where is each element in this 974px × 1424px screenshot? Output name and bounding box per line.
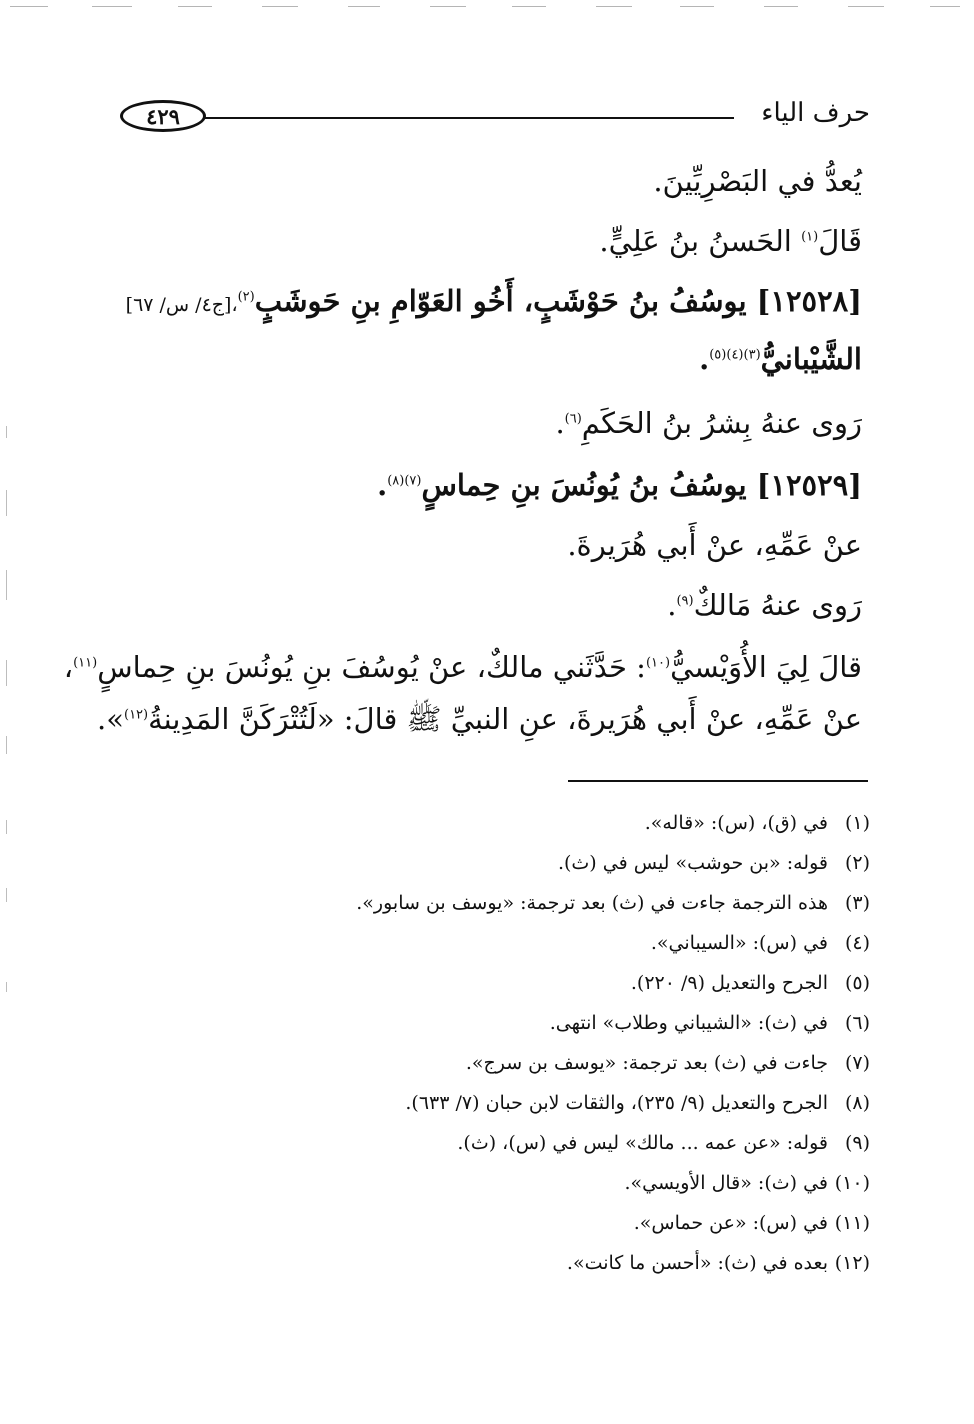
footnote-text: بعده في (ث): «أحسن ما كانت». xyxy=(566,1252,828,1274)
text-line xyxy=(102,406,862,440)
footnote-text: في (ث): «الشيباني وطلاب» انتهى. xyxy=(549,1012,828,1034)
footnote-text: في (ث): «قال الأويسي». xyxy=(624,1172,828,1194)
text-span: رَوى عنهُ بِشرُ بنُ الحَكَمِ xyxy=(581,406,862,440)
text-span: . xyxy=(667,588,677,622)
header-title: حرف الياء xyxy=(761,98,870,128)
footnote xyxy=(150,1210,870,1250)
footnote xyxy=(150,850,870,890)
text-line xyxy=(102,224,862,258)
footnote xyxy=(150,1250,870,1290)
footnote-text: الجرح والتعديل (٩/ ٢٣٥)، والثقات لابن حبان (٧/ ٦٣٣). xyxy=(405,1092,828,1114)
text-span: . xyxy=(555,406,565,440)
text-line xyxy=(102,528,862,562)
entry-heading xyxy=(102,468,862,502)
footnote-number: (٧) xyxy=(844,1052,870,1074)
footnote-number: (٢) xyxy=(844,852,870,874)
footnote-number: (١٢) xyxy=(834,1252,870,1274)
footnote-text: قوله: «بن حوشب» ليس في (ث). xyxy=(557,852,828,874)
footnote-separator xyxy=(568,780,868,782)
entry-heading xyxy=(102,284,862,322)
footnote xyxy=(150,810,870,850)
footnote xyxy=(150,1130,870,1170)
text-span: الحَسنُ بنُ عَلِيٍّ. xyxy=(599,224,802,258)
text-span: عنْ عَمِّهِ، عنْ أَبي هُرَيرةَ، عنِ النبيِّ ﷺ قالَ: «لَتُتْرَكَنَّ المَدِينةُ xyxy=(148,702,862,736)
text-span: الشَّيْبانيُّ xyxy=(760,342,862,376)
text-span: [١٢٥٢٩] يوسُفُ بنُ يُونُسَ بنِ حِماسٍ xyxy=(421,468,862,502)
footnote xyxy=(150,930,870,970)
footnote-number: (١) xyxy=(844,812,870,834)
header-rule xyxy=(204,117,734,119)
footnote-number: (٥) xyxy=(844,972,870,994)
text-line xyxy=(102,164,862,198)
footnote xyxy=(150,970,870,1010)
footnote-text: هذه الترجمة جاءت في (ث) بعد ترجمة: «يوسف بن سابور». xyxy=(356,892,828,914)
footnote-number: (٨) xyxy=(844,1092,870,1114)
footnote-number: (١٠) xyxy=(834,1172,870,1194)
text-span: [١٢٥٢٨] يوسُفُ بنُ حَوْشَبٍ، أَخُو العَوّامِ بنِ حَوشَبٍ xyxy=(254,284,862,318)
footnote-text: جاءت في (ث) بعد ترجمة: «يوسف بن سرج». xyxy=(465,1052,828,1074)
text-span: . xyxy=(699,342,710,376)
text-line xyxy=(63,650,862,684)
entry-heading-cont xyxy=(102,342,862,376)
footnote-text: قوله: «عن عمه ... مالك» ليس في (س)، (ث). xyxy=(457,1132,828,1154)
footnote xyxy=(150,1050,870,1090)
scan-top-dashes xyxy=(0,6,974,10)
footnote-text: في (ق)، (س): «قاله». xyxy=(644,812,828,834)
footnotes xyxy=(150,810,870,1290)
footnote xyxy=(150,1010,870,1050)
text-line xyxy=(102,588,862,622)
text-span: قالَ لِيَ الأُوَيْسيُّ xyxy=(670,650,862,684)
footnote-ref: (١١) xyxy=(73,655,98,671)
running-header xyxy=(112,98,870,138)
footnote-ref: (٢) xyxy=(237,289,255,305)
footnote-ref: (١) xyxy=(801,229,819,245)
text-span: يُعدُّ في البَصْرِيِّينَ. xyxy=(653,164,862,198)
text-span: رَوى عنهُ مَالكٌ xyxy=(693,588,862,622)
text-span: قَالَ xyxy=(818,224,862,258)
footnote-text: في (س): «السيباني». xyxy=(650,932,828,954)
text-span: . xyxy=(377,468,388,502)
footnote-number: (١١) xyxy=(834,1212,870,1234)
text-span: عنْ عَمِّهِ، عنْ أَبي هُرَيرةَ. xyxy=(567,528,862,562)
footnote-text: في (س): «عن حماس». xyxy=(633,1212,828,1234)
footnote-number: (٦) xyxy=(844,1012,870,1034)
footnote-number: (٩) xyxy=(844,1132,870,1154)
text-span: ». xyxy=(97,702,124,736)
footnote-ref: (١٠) xyxy=(645,655,671,671)
footnote-ref: (٧)(٨) xyxy=(387,473,422,489)
text-span: ، xyxy=(63,650,74,684)
footnote-number: (٤) xyxy=(844,932,870,954)
footnote xyxy=(150,1170,870,1210)
footnote xyxy=(150,890,870,930)
manuscript-reference: ،[ج٤/ س/ ٦٧] xyxy=(125,294,238,316)
text-span: : حَدَّثَني مالكٌ، عنْ يُوسُفَ بنِ يُونُسَ بنِ حِماسٍ xyxy=(97,650,646,684)
footnote-ref: (١٢) xyxy=(124,707,149,723)
footnote-ref: (٦) xyxy=(564,411,582,427)
page-number: ٤٢٩ xyxy=(120,100,206,132)
footnote-text: الجرح والتعديل (٩/ ٢٢٠). xyxy=(630,972,828,994)
main-text xyxy=(63,150,862,736)
text-line xyxy=(97,702,862,736)
footnote-ref: (٣)(٤)(٥) xyxy=(709,347,761,363)
footnote-ref: (٩) xyxy=(676,593,694,609)
footnote xyxy=(150,1090,870,1130)
footnote-number: (٣) xyxy=(844,892,870,914)
